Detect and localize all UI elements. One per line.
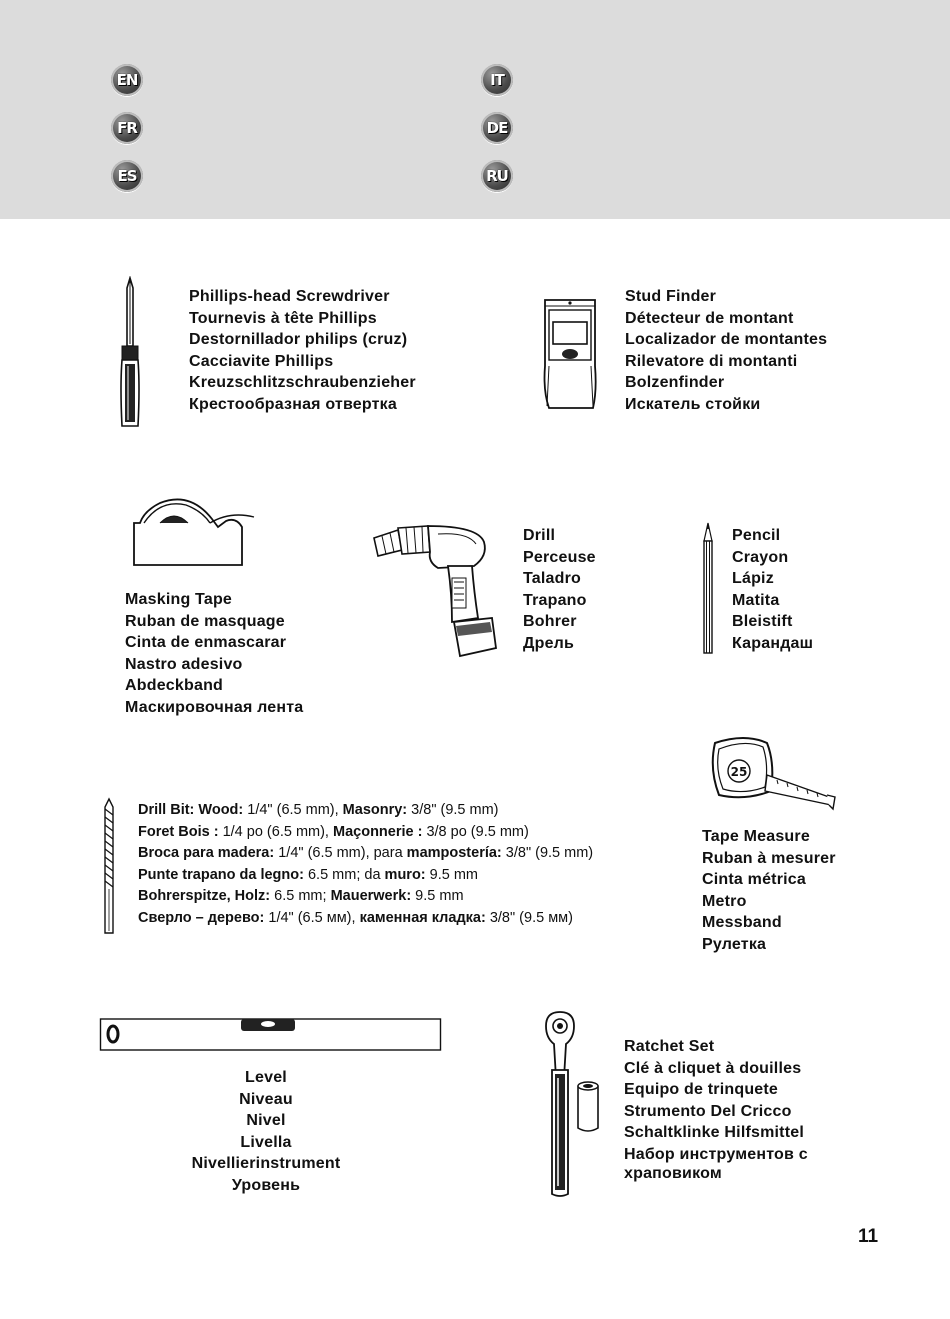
language-badge-en: EN <box>111 64 143 96</box>
screwdriver-labels: Phillips-head Screwdriver Tournevis à tête Phillips Destornillador philips (cruz) Cacciavite Phillips Kreuzschlitzschraubenzieher Крестообразная отвертка <box>189 288 416 413</box>
tape-measure-icon <box>705 733 837 819</box>
drill-bit-specs <box>138 800 593 929</box>
drill-bit-icon <box>100 797 118 937</box>
language-header-band <box>0 0 950 219</box>
stud-finder-icon <box>541 296 599 412</box>
drill-bit-spec-ru: Сверло – дерево: 1/4" (6.5 мм), каменная кладка: 3/8" (9.5 мм) <box>138 909 573 926</box>
drill-bit-spec-es: Broca para madera: 1/4" (6.5 mm), para mampostería: 3/8" (9.5 mm) <box>138 845 594 861</box>
page-number: 11 <box>858 1226 879 1247</box>
drill-icon <box>368 522 504 660</box>
language-badge-es: ES <box>111 160 143 192</box>
level-labels: Level Niveau Nivel Livella Nivellierinstrument Уровень <box>191 1069 341 1194</box>
tape-measure-labels: Tape Measure Ruban à mesurer Cinta métrica Metro Messband Рулетка <box>702 828 836 953</box>
drill-bit-spec-de: Bohrerspitze, Holz: 6.5 mm; Mauerwerk: 9.5 mm <box>138 888 464 904</box>
language-badge-fr: FR <box>111 112 143 144</box>
ratchet-icon <box>540 1008 606 1198</box>
stud-finder-labels: Stud Finder Détecteur de montant Localizador de montantes Rilevatore di montanti Bolzenfinder Искатель стойки <box>625 288 828 413</box>
pencil-labels: Pencil Crayon Lápiz Matita Bleistift Карандаш <box>732 527 814 652</box>
ratchet-labels: Ratchet Set Clé à cliquet à douilles Equipo de trinquete Strumento Del Cricco Schaltklinke Hilfsmittel Набор инструментов с храповиком <box>624 1038 808 1182</box>
language-badge-ru: RU <box>481 160 513 192</box>
level-icon <box>99 1016 443 1052</box>
masking-tape-icon <box>130 497 258 569</box>
pencil-icon <box>700 521 716 657</box>
language-badge-it: IT <box>481 64 513 96</box>
drill-bit-spec-fr: Foret Bois : 1/4 po (6.5 mm), Maçonnerie : 3/8 po (9.5 mm) <box>138 823 529 840</box>
drill-labels: Drill Perceuse Taladro Trapano Bohrer Дрель <box>523 527 596 652</box>
masking-tape-labels: Masking Tape Ruban de masquage Cinta de enmascarar Nastro adesivo Abdeckband Маскировочная лента <box>125 591 304 716</box>
language-badge-de: DE <box>481 112 513 144</box>
drill-bit-spec-en: Drill Bit: Wood: 1/4" (6.5 mm), Masonry: 3/8" (9.5 mm) <box>138 802 499 818</box>
svg-text:25: 25 <box>730 765 748 779</box>
drill-bit-spec-it: Punte trapano da legno: 6.5 mm; da muro: 9.5 mm <box>138 866 479 883</box>
screwdriver-icon <box>112 276 148 430</box>
